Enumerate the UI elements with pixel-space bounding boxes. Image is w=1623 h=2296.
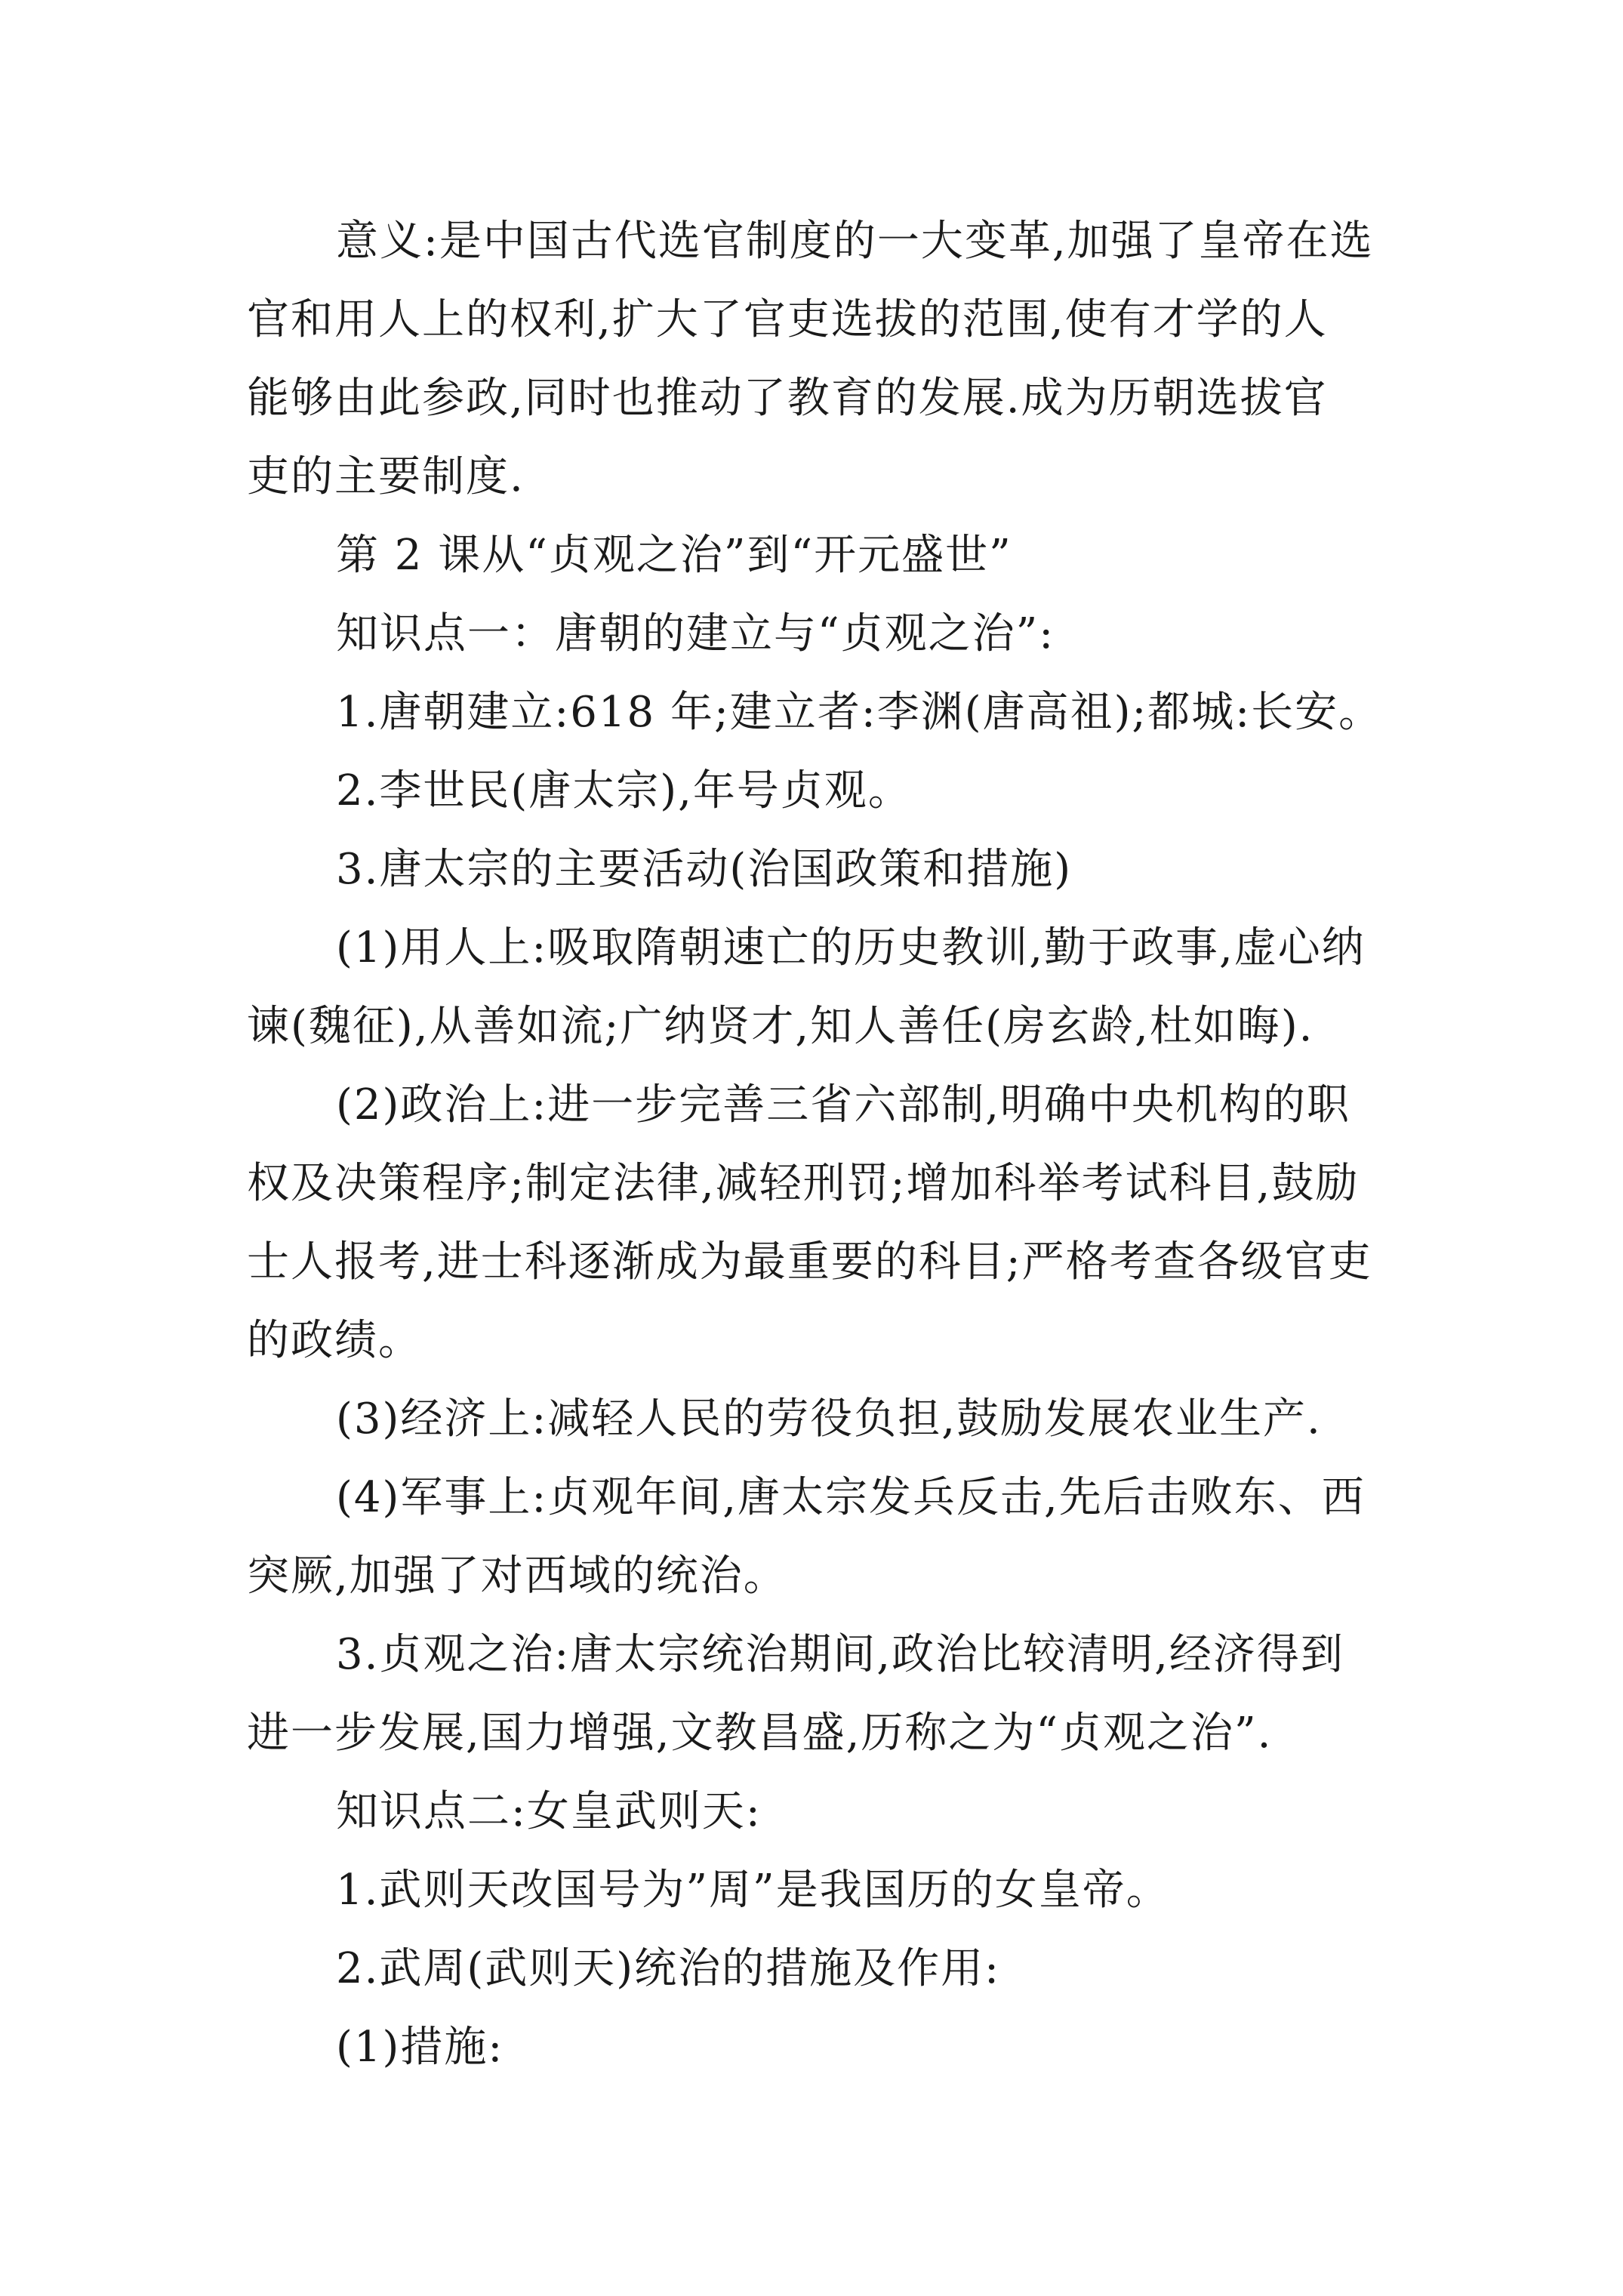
paragraph-line: 意义:是中国古代选官制度的一大变革,加强了皇帝在选	[336, 217, 1374, 266]
lesson-title: 第 2 课从“贞观之治”到“开元盛世”	[336, 531, 1012, 580]
paragraph-line: 进一步发展,国力增强,文教昌盛,历称之为“贞观之治”.	[247, 1709, 1273, 1758]
paragraph-line: 士人报考,进士科逐渐成为最重要的科目;严格考查各级官吏	[247, 1237, 1372, 1287]
paragraph-line: 官和用人上的权利,扩大了官吏选拔的范围,使有才学的人	[247, 295, 1328, 344]
paragraph-line: 3.唐太宗的主要活动(治国政策和措施)	[336, 845, 1073, 894]
paragraph-line: (4)军事上:贞观年间,唐太宗发兵反击,先后击败东、西	[336, 1473, 1366, 1522]
paragraph-line: 突厥,加强了对西域的统治。	[247, 1552, 787, 1601]
paragraph-line: 能够由此参政,同时也推动了教育的发展.成为历朝选拔官	[247, 374, 1328, 423]
paragraph-line: 权及决策程序;制定法律,减轻刑罚;增加科举考试科目,鼓励	[247, 1159, 1360, 1208]
paragraph-line: (2)政治上:进一步完善三省六部制,明确中央机构的职	[336, 1080, 1350, 1130]
document-body	[247, 202, 1394, 2087]
paragraph-line: (3)经济上:减轻人民的劳役负担,鼓励发展农业生产.	[336, 1395, 1322, 1444]
paragraph-line: (1)措施:	[336, 2023, 504, 2072]
section-heading: 知识点二:女皇武则天:	[336, 1787, 762, 1836]
paragraph-line: 2.李世民(唐太宗),年号贞观。	[336, 766, 912, 815]
paragraph-line: 1.武则天改国号为”周”是我国历的女皇帝。	[336, 1866, 1170, 1915]
paragraph-line: 3.贞观之治:唐太宗统治期间,政治比较清明,经济得到	[336, 1630, 1344, 1679]
paragraph-line: 2.武周(武则天)统治的措施及作用:	[336, 1944, 1000, 1993]
paragraph-line: 谏(魏征),从善如流;广纳贤才,知人善任(房玄龄,杜如晦).	[247, 1002, 1314, 1051]
paragraph-line: 吏的主要制度.	[247, 452, 525, 501]
paragraph-line: 1.唐朝建立:618 年;建立者:李渊(唐高祖);都城:长安。	[336, 688, 1383, 737]
paragraph-line: 的政绩。	[247, 1316, 422, 1365]
section-heading: 知识点一：唐朝的建立与“贞观之治”:	[336, 609, 1055, 658]
paragraph-line: (1)用人上:吸取隋朝速亡的历史教训,勤于政事,虚心纳	[336, 923, 1366, 972]
